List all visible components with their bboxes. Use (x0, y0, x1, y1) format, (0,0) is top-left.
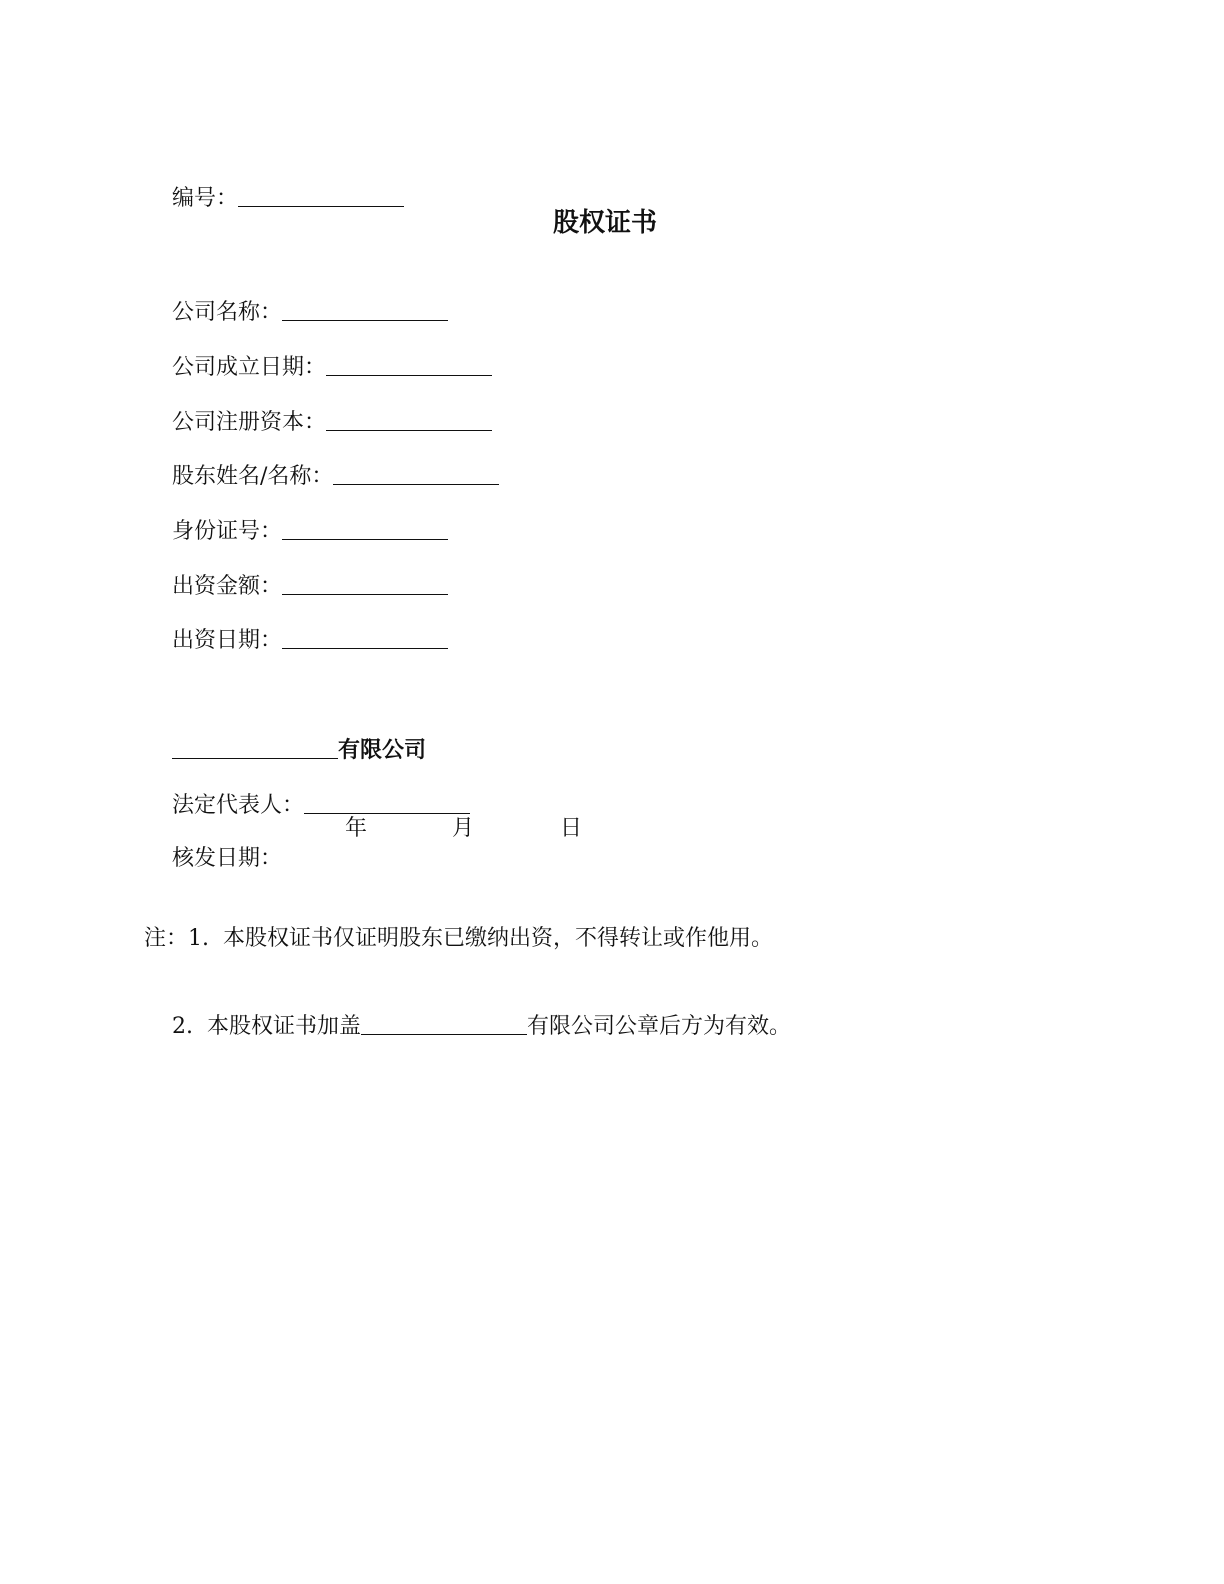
note-line-2 (144, 980, 791, 1072)
note-line-2-suffix: 有限公司公章后方为有效。 (526, 1014, 791, 1039)
field-label: 身份证号： (171, 519, 282, 544)
field-blank (282, 626, 448, 649)
certificate-title: 股权证书 (552, 208, 657, 238)
field-row-contribution-date (144, 594, 448, 686)
field-blank (333, 462, 499, 485)
issuer-company-blank (172, 736, 338, 759)
issue-date-month: 月 (452, 816, 475, 841)
legal-representative-blank (304, 791, 470, 814)
issuer-company-suffix: 有限公司 (337, 738, 426, 763)
issue-date-day: 日 (560, 816, 583, 841)
field-blank (282, 517, 448, 540)
note-line-2-prefix: 2. 本股权证书加盖 (171, 1014, 361, 1039)
field-label: 公司名称： (171, 300, 282, 325)
field-label: 出资日期： (171, 628, 282, 653)
serial-number-label: 编号： (171, 186, 238, 211)
serial-number-blank (238, 184, 404, 207)
legal-representative-label: 法定代表人： (171, 793, 304, 818)
issue-date-row (144, 814, 282, 904)
note-line-1: 注：1. 本股权证书仅证明股东已缴纳出资，不得转让或作他用。 (144, 926, 773, 951)
issue-date-year: 年 (345, 816, 368, 841)
field-label: 股东姓名/名称： (171, 464, 334, 489)
field-blank (282, 572, 448, 595)
field-blank (282, 298, 448, 321)
field-blank (326, 408, 492, 431)
field-blank (326, 353, 492, 376)
issue-date-label: 核发日期： (171, 846, 282, 871)
field-label: 出资金额： (171, 574, 282, 599)
note-line-2-blank (361, 1012, 527, 1035)
field-label: 公司成立日期： (171, 355, 326, 380)
field-label: 公司注册资本： (171, 410, 326, 435)
